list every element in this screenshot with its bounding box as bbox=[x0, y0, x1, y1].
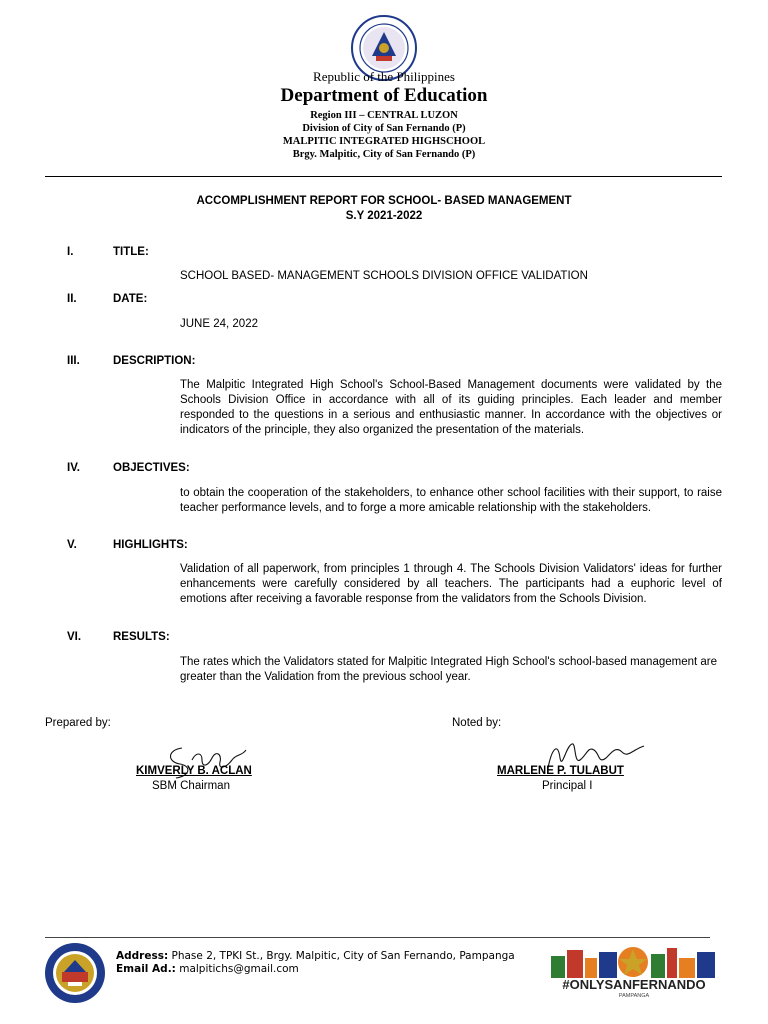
section-2-number: II. bbox=[67, 293, 77, 305]
division-line: Division of City of San Fernando (P) bbox=[302, 123, 466, 134]
sf-province: PAMPANGA bbox=[618, 993, 650, 998]
sf-hashtag: #ONLYSANFERNANDO bbox=[562, 977, 706, 992]
header-divider bbox=[45, 176, 722, 177]
section-4-number: IV. bbox=[67, 462, 81, 474]
section-3-number: III. bbox=[67, 355, 80, 367]
school-logo-icon bbox=[44, 942, 106, 1004]
noted-by-role: Principal I bbox=[542, 780, 593, 792]
prepared-by-role: SBM Chairman bbox=[152, 780, 230, 792]
report-school-year: S.Y 2021-2022 bbox=[345, 210, 423, 222]
prepared-by-name: KIMVERLY B. ACLAN bbox=[136, 765, 252, 777]
address-value: Phase 2, TPKI St., Brgy. Malpitic, City of San Fernando, Pampanga bbox=[168, 950, 515, 962]
email-label: Email Ad.: bbox=[116, 963, 176, 975]
section-2-heading: DATE: bbox=[113, 293, 148, 305]
footer-email bbox=[116, 963, 299, 975]
prepared-by-label: Prepared by: bbox=[45, 717, 111, 729]
region-line: Region III – CENTRAL LUZON bbox=[310, 110, 458, 121]
section-3-heading: DESCRIPTION: bbox=[113, 355, 196, 367]
san-fernando-logo-icon bbox=[549, 942, 719, 998]
section-5-number: V. bbox=[67, 539, 77, 551]
footer-divider bbox=[45, 937, 710, 938]
address-label: Address: bbox=[116, 950, 169, 962]
report-title bbox=[0, 194, 768, 224]
noted-by-name: MARLENE P. TULABUT bbox=[497, 765, 624, 777]
section-1-body: SCHOOL BASED- MANAGEMENT SCHOOLS DIVISION OFFICE VALIDATION bbox=[180, 270, 588, 282]
footer-address bbox=[116, 950, 515, 962]
section-6-body: The rates which the Validators stated for Malpitic Integrated High School's school-based management are greater than the Validation from the previous school year. bbox=[180, 656, 718, 683]
section-3-body: The Malpitic Integrated High School's School-Based Management documents were validated by the Schools Division Office in accordance with all of its guiding principles. Each leader and member responded to the questions in a serious and enthusiastic manner. In accordance with the objectives or indicators of the principle, they also organized the presentation of the materials. bbox=[180, 379, 722, 436]
section-6-heading: RESULTS: bbox=[113, 631, 170, 643]
section-1-number: I. bbox=[67, 246, 74, 258]
school-line: MALPITIC INTEGRATED HIGHSCHOOL bbox=[282, 136, 486, 147]
section-5-body: Validation of all paperwork, from principles 1 through 4. The Schools Division Validators' ideas for further enhancements were carefully considered by all teachers. The participants had a euphoric level of emotions after receiving a favorable response from the validators from the Schools Division. bbox=[180, 563, 722, 605]
section-2-body: JUNE 24, 2022 bbox=[180, 318, 258, 330]
report-title-line: ACCOMPLISHMENT REPORT FOR SCHOOL- BASED MANAGEMENT bbox=[196, 195, 572, 207]
section-1-heading: TITLE: bbox=[113, 246, 149, 258]
department-title: Department of Education bbox=[280, 85, 488, 106]
email-value: malpitichs@gmail.com bbox=[175, 963, 299, 975]
noted-by-label: Noted by: bbox=[452, 717, 502, 729]
section-4-body: to obtain the cooperation of the stakeholders, to enhance other school facilities with their support, to raise teacher performance levels, and to forge a more amicable relationship with the stakeholders. bbox=[180, 487, 722, 514]
barangay-line: Brgy. Malpitic, City of San Fernando (P) bbox=[292, 149, 476, 160]
section-5-heading: HIGHLIGHTS: bbox=[113, 539, 188, 551]
section-4-heading: OBJECTIVES: bbox=[113, 462, 190, 474]
republic-line: Republic of the Philippines bbox=[313, 69, 455, 84]
section-6-number: VI. bbox=[67, 631, 82, 643]
